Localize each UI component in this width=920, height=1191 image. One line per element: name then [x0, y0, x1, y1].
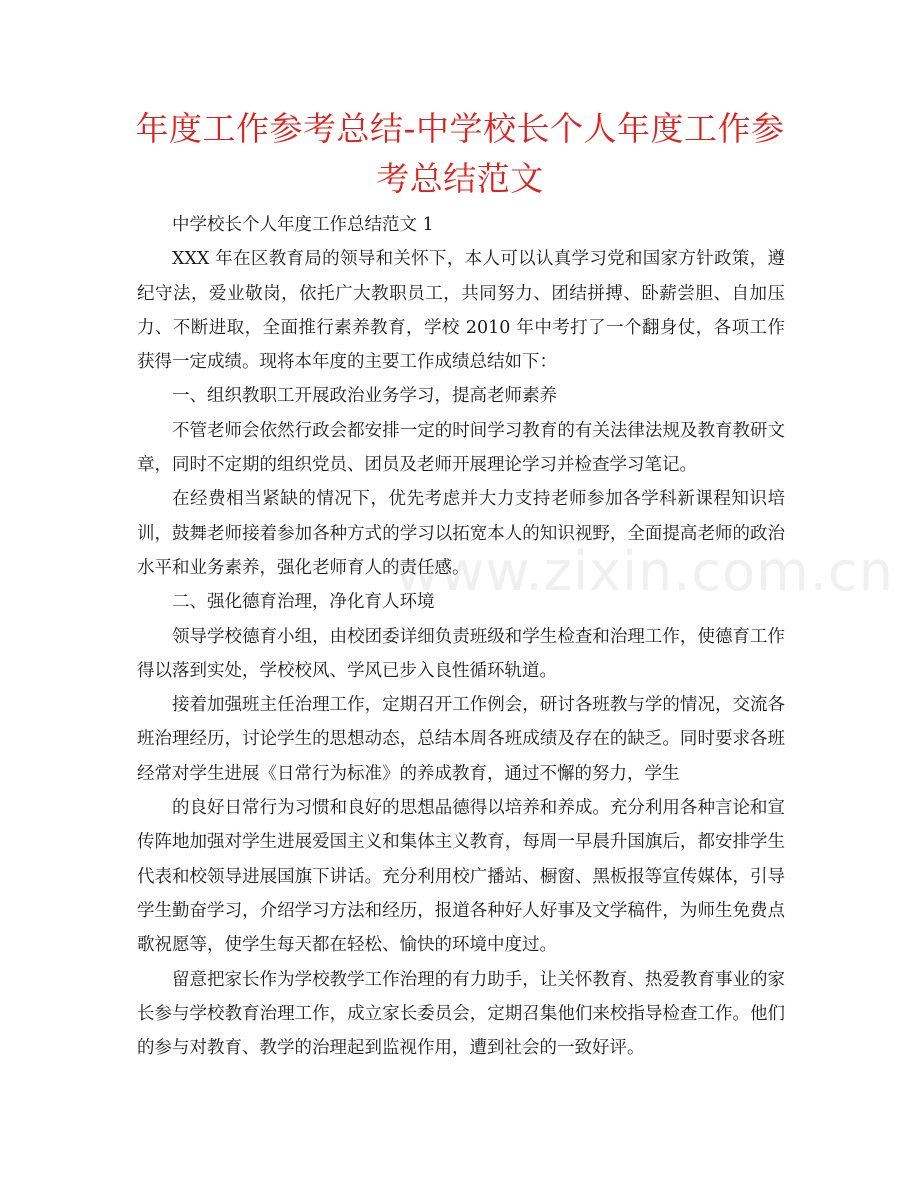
paragraph: 领导学校德育小组，由校团委详细负责班级和学生检查和治理工作，使德育工作得以落到实处，学校校风、学风已步入良性循环轨道。 — [137, 626, 785, 681]
paragraph: 接着加强班主任治理工作，定期召开工作例会，研讨各班教与学的情况，交流各班治理经历，讨论学生的思想动态，总结本周各班成绩及存在的缺乏。同时要求各班经常对学生进展《日常行为标准》的养成教育，通过不懈的努力，学生 — [137, 695, 785, 784]
watermark: www.zixin.com.cn — [395, 540, 894, 603]
section-heading: 一、组织教职工开展政治业务学习，提高老师素养 — [172, 386, 557, 407]
paragraph: 不管老师会依然行政会都安排一定的时间学习教育的有关法律法规及教育教研文章，同时不定期的组织党员、团员及老师开展理论学习并检查学习笔记。 — [137, 420, 785, 476]
paragraph: 留意把家长作为学校教学工作治理的有力助手，让关怀教育、热爱教育事业的家长参与学校教育治理工作，成立家长委员会，定期召集他们来校指导检查工作。他们的参与对教育、教学的治理起到监视作用，遭到社会的一致好评。 — [137, 969, 785, 1059]
paragraph: XXX 年在区教育局的领导和关怀下，本人可以认真学习党和国家方针政策，遵纪守法，爱业敬岗，依托广大教职员工，共同努力、团结拼搏、卧薪尝胆、自加压力、不断进取，全面推行素养教育，学校 2010 年中考打了一个翻身仗，各项工作获得一定成绩。现将本年度的主要工作成绩总结如下： — [137, 249, 785, 373]
document-body — [137, 208, 785, 1065]
document-title: 年度工作参考总结-中学校长个人年度工作参考总结范文 — [135, 109, 785, 198]
paragraph: 的良好日常行为习惯和良好的思想品德得以培养和养成。充分利用各种言论和宣传阵地加强对学生进展爱国主义和集体主义教育，每周一早晨升国旗后，都安排学生代表和校领导进展国旗下讲话。充分利用校广播站、橱窗、黑板报等宣传媒体，引导学生勤奋学习，介绍学习方法和经历，报道各种好人好事及文学稿件，为师生免费点歌祝愿等，使学生每天都在轻松、愉快的环境中度过。 — [137, 798, 785, 956]
paragraph: 在经费相当紧缺的情况下，优先考虑并大力支持老师参加各学科新课程知识培训，鼓舞老师接着参加各种方式的学习以拓宽本人的知识视野，全面提高老师的政治水平和业务素养，强化老师育人的责任感。 — [137, 489, 785, 578]
section-heading: 二、强化德育治理，净化育人环境 — [172, 592, 435, 613]
section-heading: 中学校长个人年度工作总结范文 1 — [172, 215, 434, 235]
